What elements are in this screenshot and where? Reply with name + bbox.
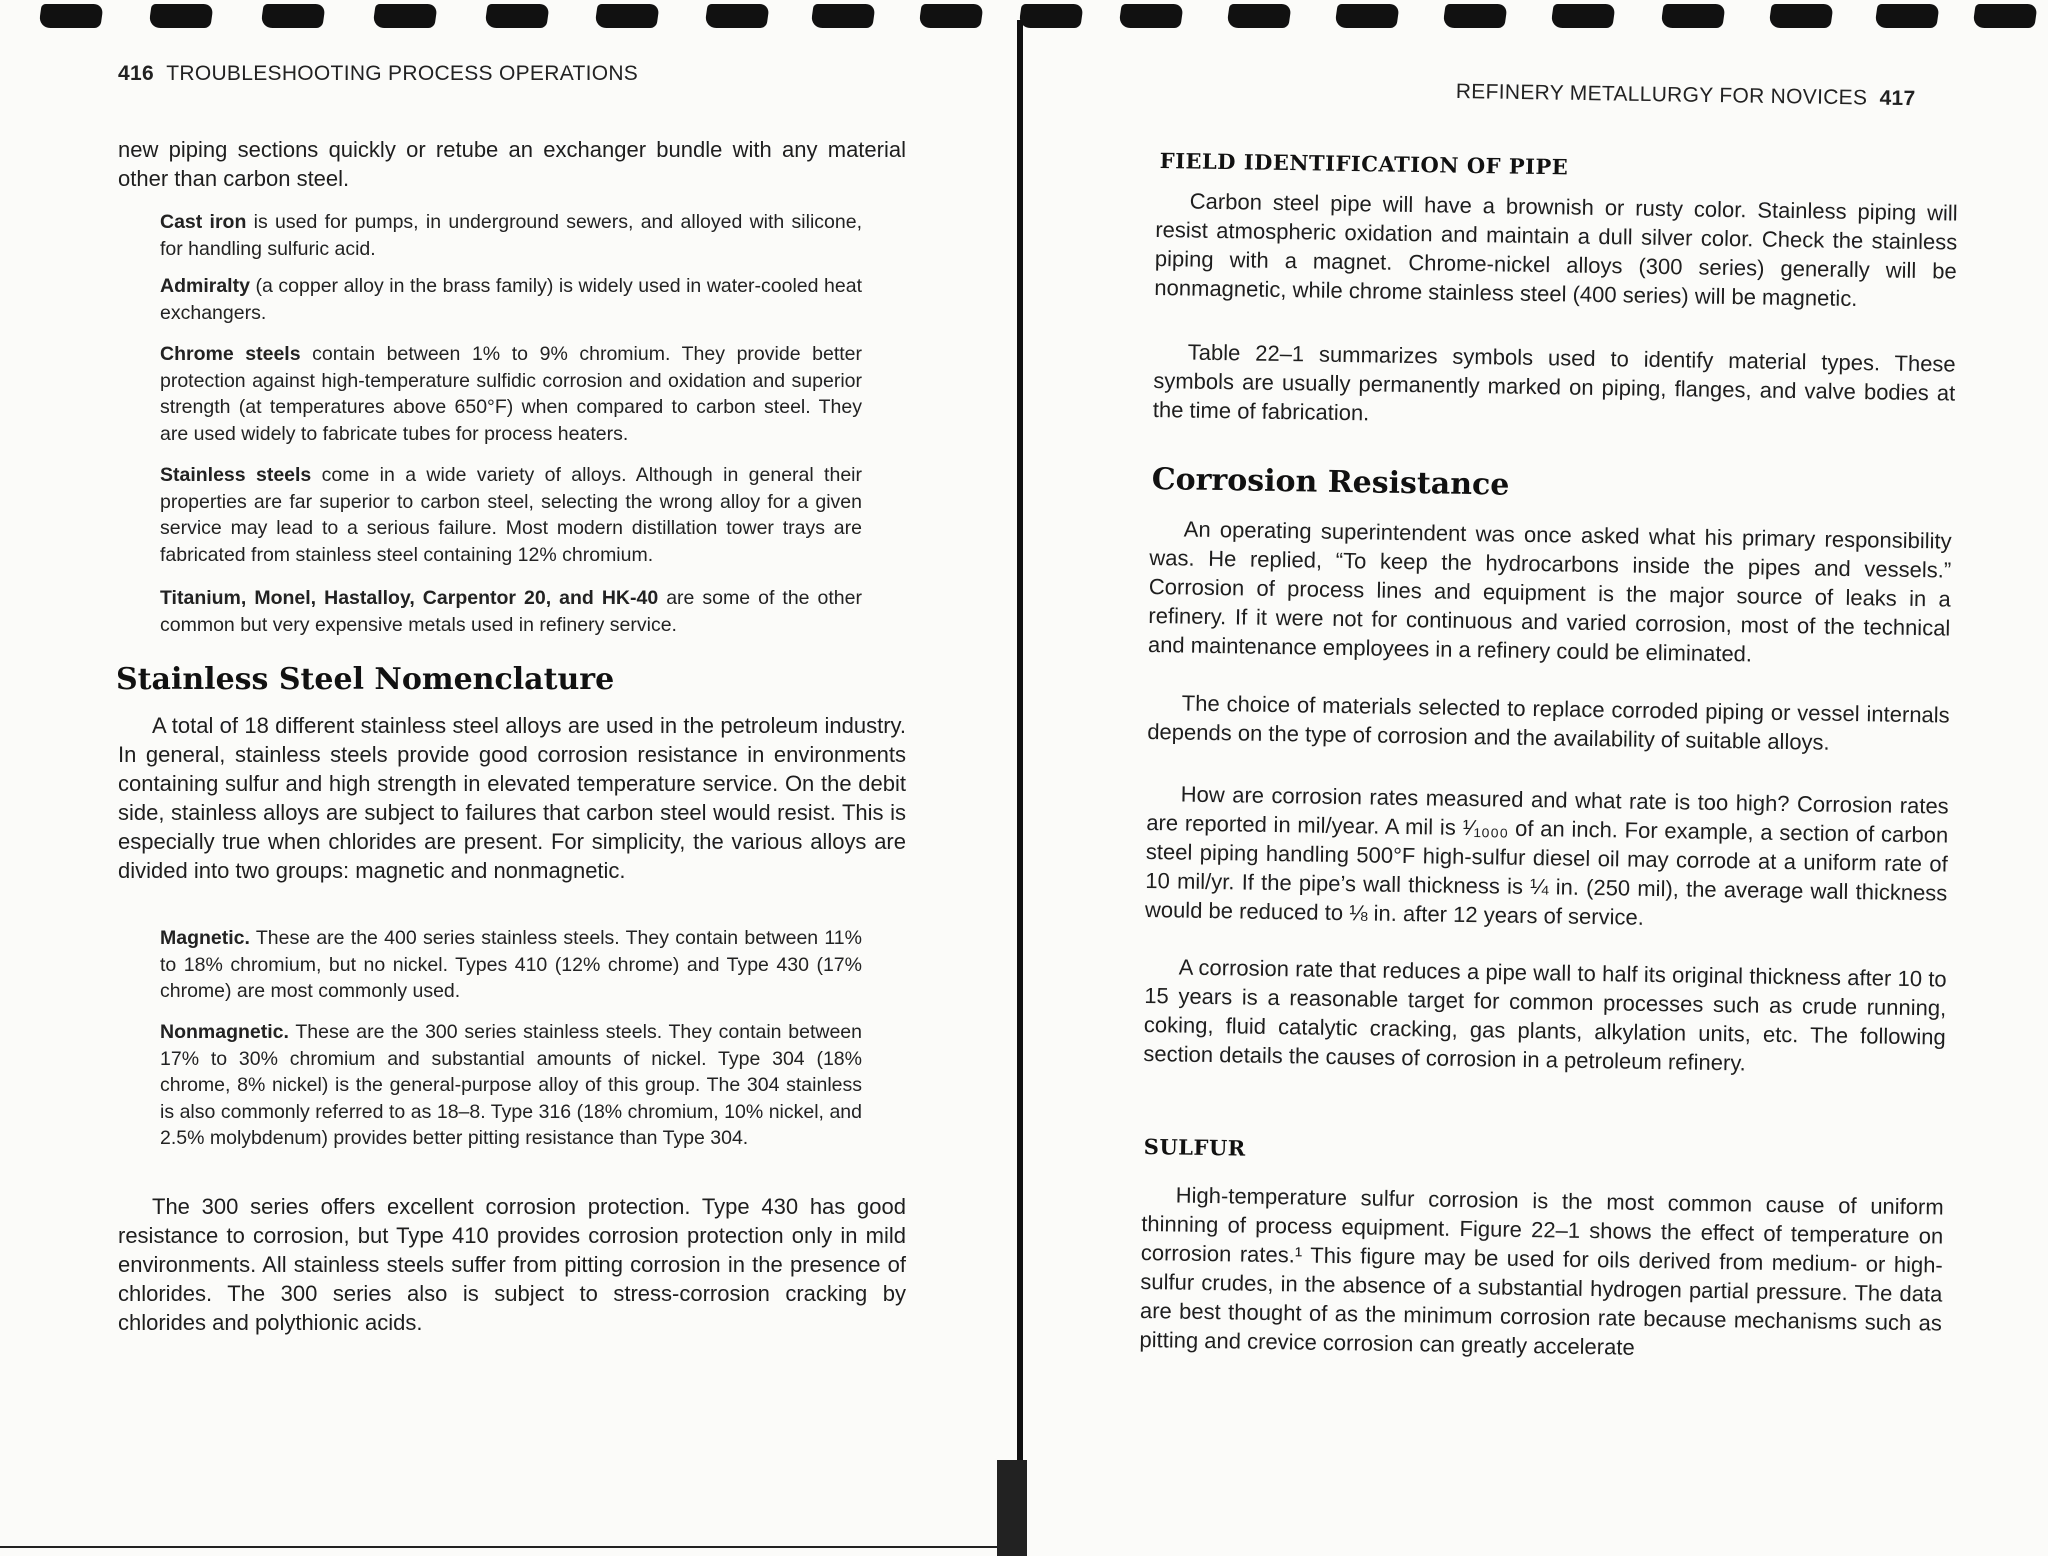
page-number: 417 xyxy=(1879,86,1916,111)
left-page xyxy=(0,0,1000,1556)
section-heading: Stainless Steel Nomenclature xyxy=(116,662,615,697)
intro-paragraph: new piping sections quickly or retube an exchanger bundle with any material other than carbon steel. xyxy=(118,137,906,191)
material-term: Cast iron xyxy=(160,211,247,233)
running-head-title: TROUBLESHOOTING PROCESS OPERATIONS xyxy=(166,62,639,85)
corrosion-paragraph: A corrosion rate that reduces a pipe wall to half its original thickness after 10 to 15 years is a reasonable target for common processes such as crude running, coking, fluid catalytic cracking, gas plants, alkylation units, etc. The following section details the causes of corrosion in a petroleum refinery. xyxy=(1143,954,1947,1076)
material-text: is used for pumps, in underground sewers, and alloyed with silicone, for handling sulfuric acid. xyxy=(160,211,863,260)
material-term: Admiralty xyxy=(160,275,250,297)
field-paragraph: Carbon steel pipe will have a brownish or rusty color. Stainless piping will resist atmospheric oxidation and maintain a dull silver color. Check the stainless piping with a magnet. Chrome-nickel alloys (300 series) generally will be nonmagnetic, while chrome stainless steel (400 series) will be magnetic. xyxy=(1154,188,1958,312)
material-item xyxy=(160,585,862,638)
group-term: Nonmagnetic. xyxy=(160,1021,289,1043)
sulfur-paragraph: High-temperature sulfur corrosion is the most common cause of uniform thinning of process equipment. Figure 22–1 shows the effect of temperature on corrosion rates.¹ This figure may be used for oils derived from medium- or high-sulfur crudes, in the absence of a substantial hydrogen partial pressure. The data are best thought of as the minimum corrosion rate because mechanisms such as pitting and crevice corrosion can greatly accelerate xyxy=(1139,1182,1944,1360)
alloy-group-item xyxy=(160,1019,862,1152)
group-text: These are the 300 series stainless steels. They contain between 17% to 30% chromium and substantial amounts of nickel. Type 304 (18% chrome, 8% nickel) is the general-purpose alloy of this group. The 304 stainless is also commonly referred to as 18–8. Type 316 (18% chromium, 10% nickel, and 2.5% molybdenum) provides better pitting resistance than Type 304. xyxy=(160,1021,862,1149)
subsection-heading: SULFUR xyxy=(1143,1134,1246,1161)
material-text: come in a wide variety of alloys. Although in general their properties are far superior to carbon steel, selecting the wrong alloy for a given service may lead to a serious failure. Most modern distillation tower trays are fabricated from stainless steel containing 12% chromium. xyxy=(160,464,862,566)
material-item xyxy=(160,341,862,447)
material-text: are some of the other common but very expensive metals used in refinery service. xyxy=(160,587,862,636)
page-gutter-shadow xyxy=(997,1460,1027,1556)
running-head-title: REFINERY METALLURGY FOR NOVICES xyxy=(1455,80,1868,110)
group-text: These are the 400 series stainless steels. They contain between 11% to 18% chromium, but no nickel. Types 410 (12% chrome) and Type 430 (17% chrome) are most commonly used. xyxy=(160,927,862,1002)
nomenclature-paragraph: A total of 18 different stainless steel alloys are used in the petroleum industry. In general, stainless steels provide good corrosion resistance in environments containing sulfur and high strength in elevated temperature service. On the debit side, stainless alloys are subject to failures that carbon steel would resist. This is especially true when chlorides are present. For simplicity, the various alloys are divided into two groups: magnetic and nonmagnetic. xyxy=(118,713,906,883)
running-head-right xyxy=(1456,80,1916,111)
group-term: Magnetic. xyxy=(160,927,250,949)
material-item xyxy=(160,273,862,326)
section-heading: Corrosion Resistance xyxy=(1151,462,1510,503)
field-paragraph: Table 22–1 summarizes symbols used to identify material types. These symbols are usually permanently marked on piping, flanges, and valve bodies at the time of fabrication. xyxy=(1152,339,1956,426)
material-item xyxy=(160,209,862,262)
page-number: 416 xyxy=(118,62,154,85)
closing-paragraph: The 300 series offers excellent corrosion protection. Type 430 has good resistance to corrosion, but Type 410 provides corrosion protection only in mild environments. All stainless steels suffer from pitting corrosion in the presence of chlorides. The 300 series also is subject to stress-corrosion cracking by chlorides and polythionic acids. xyxy=(118,1194,906,1335)
alloy-group-item xyxy=(160,925,862,1005)
material-item xyxy=(160,462,862,568)
material-term: Chrome steels xyxy=(160,343,301,365)
corrosion-paragraph: An operating superintendent was once asked what his primary responsibility was. He replied, “To keep the hydrocarbons inside the pipes and vessels.” Corrosion of process lines and equipment is the major source of leaks in a refinery. If it were not for continuous and varied corrosion, most of the technical and maintenance employees in a refinery could be eliminated. xyxy=(1147,516,1952,667)
corrosion-paragraph: How are corrosion rates measured and what rate is too high? Corrosion rates are reported in mil/year. A mil is ¹⁄₁₀₀₀ of an inch. For example, a section of carbon steel piping handling 500°F high-sulfur diesel oil may corrode at a uniform rate of 10 mil/yr. If the pipe’s wall thickness is ¼ in. (250 mil), the average wall thickness would be reduced to ⅛ in. after 12 years of service. xyxy=(1144,781,1949,930)
material-term: Stainless steels xyxy=(160,464,312,486)
right-page xyxy=(1028,0,2048,1556)
material-text: contain between 1% to 9% chromium. They provide better protection against high-temperature sulfidic corrosion and oxidation and superior strength (at temperatures above 650°F) when compared to carbon steel. They are used widely to fabricate tubes for process heaters. xyxy=(160,343,862,445)
material-term: Titanium, Monel, Hastalloy, Carpentor 20, and HK-40 xyxy=(160,587,659,609)
material-text: (a copper alloy in the brass family) is widely used in water-cooled heat exchangers. xyxy=(160,275,862,324)
corrosion-paragraph: The choice of materials selected to replace corroded piping or vessel internals depends on the type of corrosion and the availability of suitable alloys. xyxy=(1147,690,1950,755)
subsection-heading: FIELD IDENTIFICATION OF PIPE xyxy=(1159,148,1569,180)
running-head-left xyxy=(118,62,638,86)
page-gutter xyxy=(1017,20,1023,1556)
